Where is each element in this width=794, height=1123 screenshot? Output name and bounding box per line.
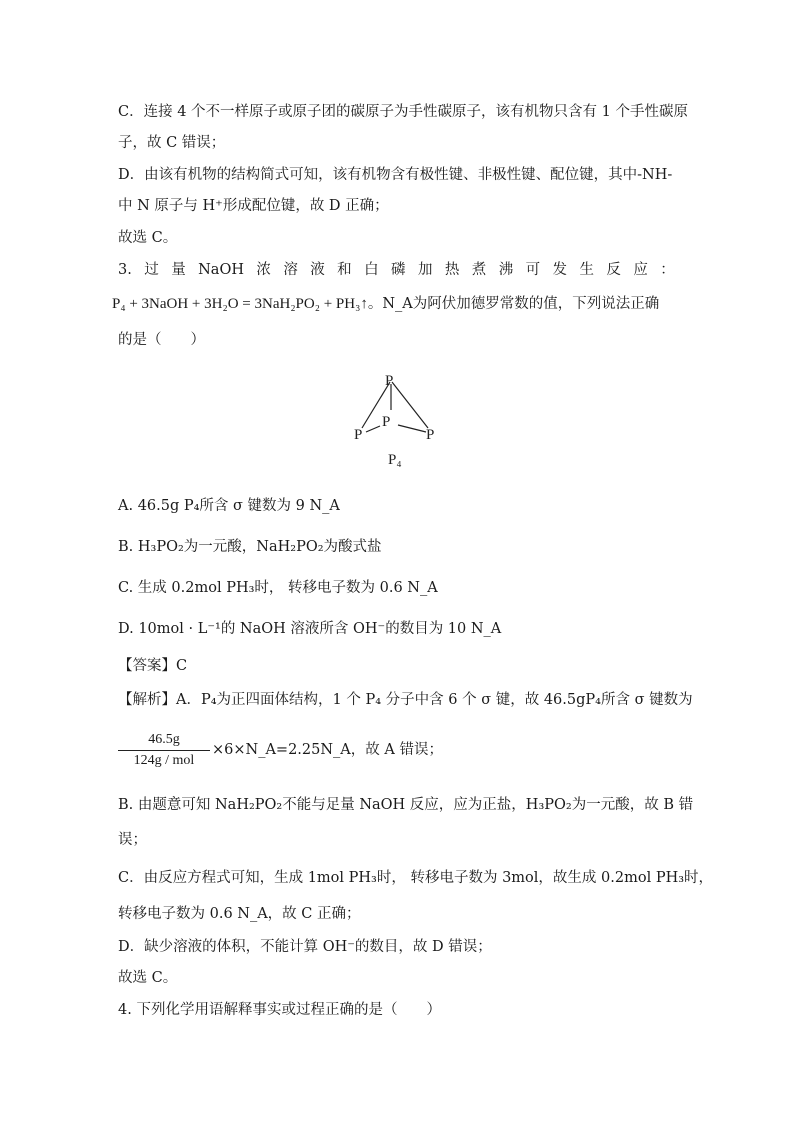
q3-word: NaOH bbox=[198, 262, 244, 278]
q3-word: 量 bbox=[171, 262, 186, 278]
q3-word: 反 bbox=[606, 262, 621, 278]
q3-equation: P₄ + 3NaOH + 3H₂O = 3NaH₂PO₂ + PH₃↑ bbox=[112, 296, 368, 312]
q3-word: 可 bbox=[525, 262, 541, 278]
p-atom-left: P bbox=[354, 427, 363, 443]
q3-word: 3. bbox=[118, 262, 132, 278]
q3-word: 溶 bbox=[283, 262, 298, 278]
p-atom-center: P bbox=[382, 414, 391, 430]
p-atom-top: P bbox=[385, 373, 394, 389]
q3-word: 和 bbox=[337, 262, 352, 278]
d-line-1: D．由该有机物的结构简式可知，该有机物含有极性键、非极性键、配位键，其中-NH- bbox=[118, 167, 673, 183]
explanation-a: 【解析】A．P₄为正四面体结构，1 个 P₄ 分子中含 6 个 σ 键，故 46.5gP₄所含 σ 键数为 bbox=[118, 692, 693, 708]
c-line-2: 子，故 C 错误； bbox=[118, 135, 226, 151]
q3-word: 应 bbox=[633, 262, 648, 278]
q3-word: 煮 bbox=[471, 262, 487, 278]
q3-word: 液 bbox=[310, 262, 325, 278]
explanation-c-1: C．由反应方程式可知，生成 1mol PH₃时， 转移电子数为 3mol，故生成 0.2mol PH₃时， bbox=[118, 870, 714, 886]
fraction-numerator: 46.5g bbox=[118, 732, 210, 751]
q3-equation-line bbox=[112, 294, 659, 314]
c-line-1: C．连接 4 个不一样原子或原子团的碳原子为手性碳原子，该有机物只含有 1 个手性碳原 bbox=[118, 104, 688, 120]
q3-word: 过 bbox=[144, 262, 159, 278]
q3-word: 白 bbox=[364, 262, 379, 278]
explanation-d: D．缺少溶液的体积，不能计算 OH⁻的数目，故 D 错误； bbox=[118, 939, 492, 955]
explanation-b-2: 误； bbox=[118, 832, 147, 848]
option-b: B. H₃PO₂为一元酸，NaH₂PO₂为酸式盐 bbox=[118, 539, 382, 555]
q3-word: 生 bbox=[579, 262, 594, 278]
question-4: 4. 下列化学用语解释事实或过程正确的是（ ） bbox=[118, 1002, 441, 1018]
option-c: C. 生成 0.2mol PH₃时， 转移电子数为 0.6 N_A bbox=[118, 580, 438, 596]
p4-label: P₄ bbox=[388, 452, 402, 468]
q3-word: 加 bbox=[417, 262, 433, 278]
q3-word: 沸 bbox=[498, 262, 514, 278]
p4-molecule-diagram bbox=[340, 362, 460, 472]
d-line-2: 中 N 原子与 H⁺形成配位键，故 D 正确； bbox=[118, 198, 389, 214]
choose-line-1: 故选 C。 bbox=[118, 230, 178, 246]
fraction bbox=[118, 732, 210, 769]
q3-word: 热 bbox=[444, 262, 460, 278]
answer-line: 【答案】C bbox=[118, 658, 188, 674]
fraction-denominator: 124g / mol bbox=[133, 753, 195, 768]
q3-head bbox=[118, 260, 675, 280]
choose-line-2: 故选 C。 bbox=[118, 970, 178, 986]
q3-word: ： bbox=[660, 262, 675, 278]
q3-word: 发 bbox=[552, 262, 568, 278]
option-a: A. 46.5g P₄所含 σ 键数为 9 N_A bbox=[118, 498, 340, 514]
option-d: D. 10mol · L⁻¹的 NaOH 溶液所含 OH⁻的数目为 10 N_A bbox=[118, 621, 502, 637]
q3-word: 浓 bbox=[256, 262, 271, 278]
q3-tail: 的是（ ） bbox=[118, 332, 205, 348]
explanation-c-2: 转移电子数为 0.6 N_A，故 C 正确； bbox=[118, 906, 361, 922]
explanation-b-1: B. 由题意可知 NaH₂PO₂不能与足量 NaOH 反应，应为正盐，H₃PO₂为一元酸，故 B 错 bbox=[118, 797, 694, 813]
fraction-rest: ×6×N_A=2.25N_A，故 A 错误； bbox=[212, 742, 443, 758]
q3-equation-tail: 。N_A为阿伏加德罗常数的值，下列说法正确 bbox=[367, 296, 660, 312]
q3-word: 磷 bbox=[391, 262, 406, 278]
p-atom-right: P bbox=[426, 427, 435, 443]
